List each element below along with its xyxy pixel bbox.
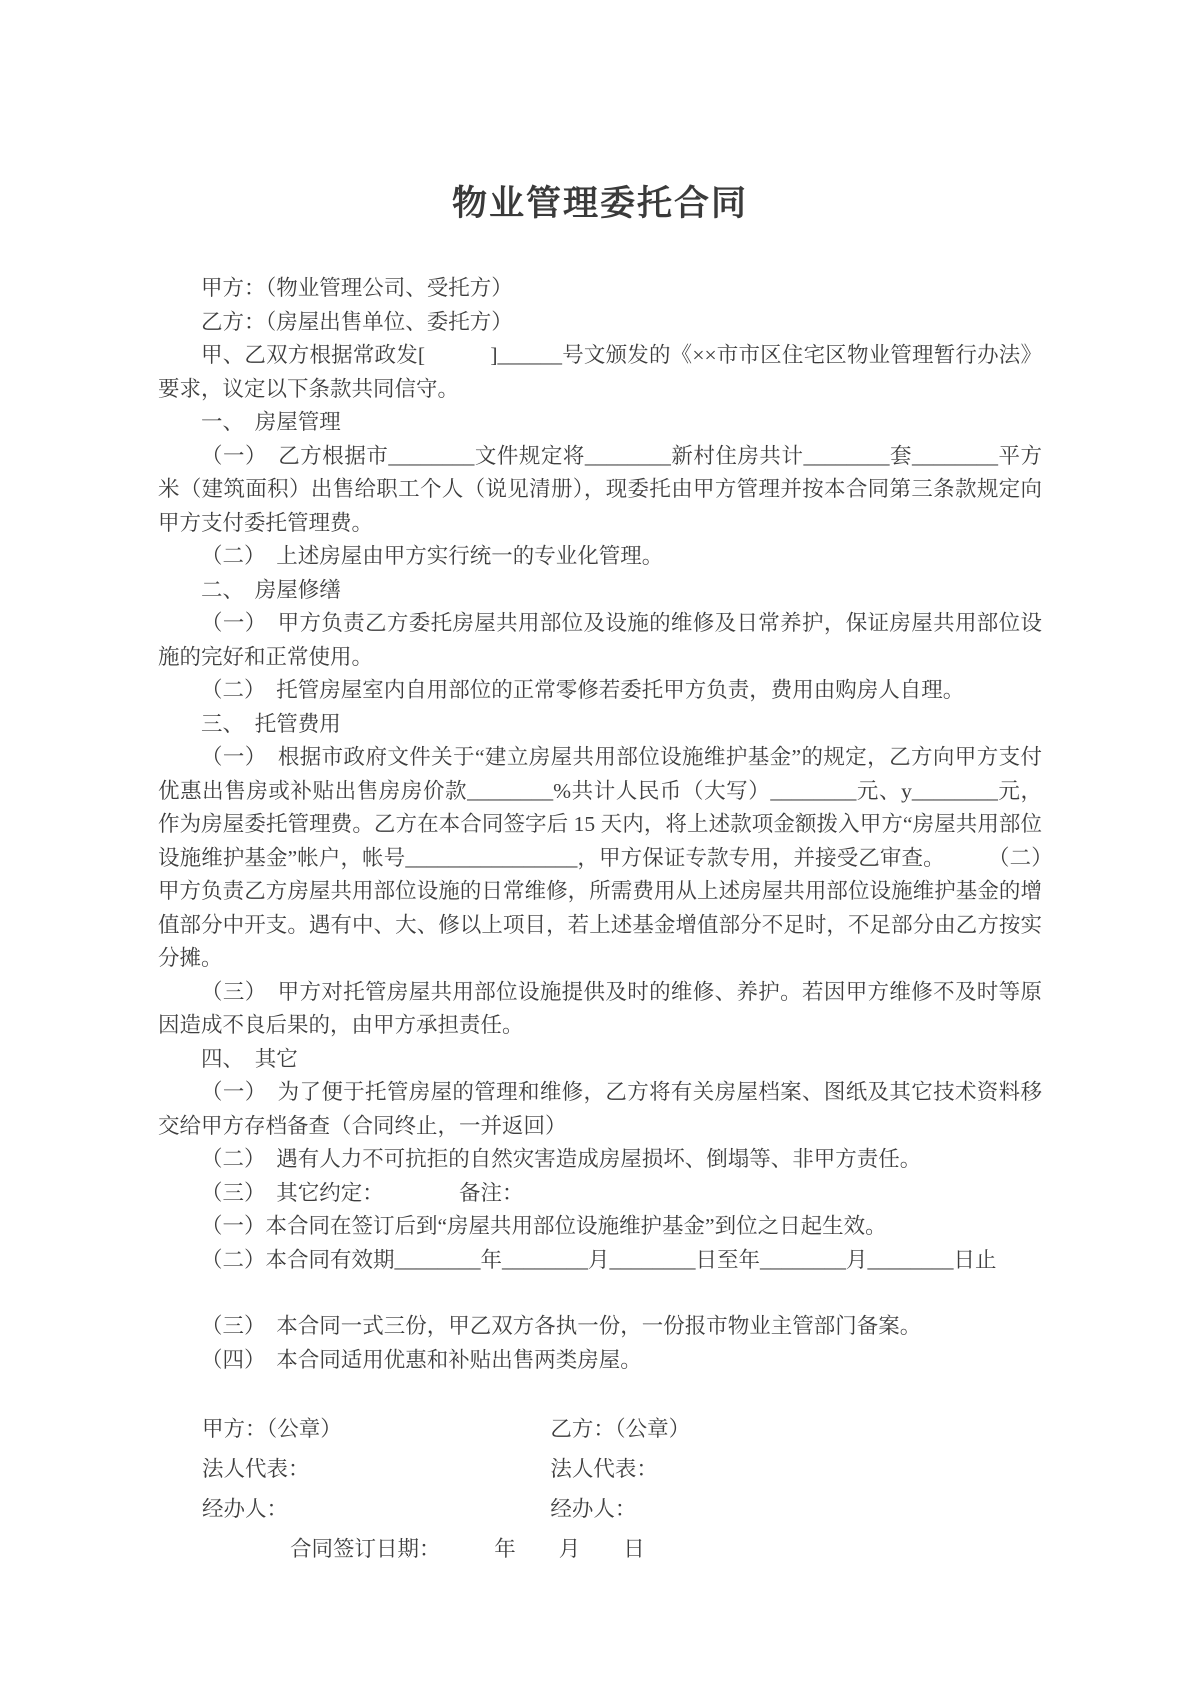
- party-a-seal-label: 甲方：（公章）: [202, 1417, 342, 1441]
- effective-clause: （一）本合同在签订后到“房屋共用部位设施维护基金”到位之日起生效。: [201, 1214, 887, 1238]
- clause-4-3-remarks: （三） 其它约定： 备注：: [201, 1180, 524, 1205]
- copies-clause: （三） 本合同一式三份，甲乙双方各执一份，一份报市物业主管部门备案。: [201, 1314, 922, 1338]
- signature-block: [158, 1409, 1042, 1569]
- party-a-handler-label: 经办人：: [202, 1497, 289, 1521]
- clause-3-3: （三） 甲方对托管房屋共用部位设施提供及时的维修、养护。若因甲方维修不及时等原因造成不良后果的，由甲方承担责任。: [158, 979, 1042, 1037]
- party-b-handler-label: 经办人：: [550, 1497, 637, 1521]
- contract-title: 物业管理委托合同: [451, 184, 748, 223]
- applicability-clause: （四） 本合同适用优惠和补贴出售两类房屋。: [201, 1347, 642, 1372]
- party-b-seal-label: 乙方：（公章）: [550, 1417, 691, 1441]
- signature-row-handler: [202, 1489, 1042, 1529]
- clause-1-1: （一） 乙方根据市________文件规定将________新村住房共计________套________平方米（建筑面积）出售给职工个人（说见清册），现委托由甲方管理并按本合同第三条款规定向甲方支付委托管理费。: [158, 443, 1042, 535]
- signing-date-line: [202, 1529, 1042, 1569]
- clause-4-2: （二） 遇有人力不可抗拒的自然灾害造成房屋损坏、倒塌等、非甲方责任。: [201, 1147, 922, 1171]
- party-b-line: 乙方：（房屋出售单位、委托方）: [201, 309, 513, 334]
- party-b-legal-rep-label: 法人代表：: [550, 1457, 658, 1481]
- party-a-legal-rep-label: 法人代表：: [202, 1457, 310, 1481]
- section-3-heading: 三、 托管费用: [201, 711, 341, 736]
- clause-1-2: （二） 上述房屋由甲方实行统一的专业化管理。: [201, 544, 664, 568]
- signature-row-seal: [202, 1409, 1042, 1449]
- section-2-heading: 二、 房屋修缮: [201, 577, 341, 602]
- preamble: 甲、乙双方根据常政发[ ]______号文颁发的《××市市区住宅区物业管理暂行办法》要求，议定以下条款共同信守。: [158, 343, 1042, 401]
- clause-2-2: （二） 托管房屋室内自用部位的正常零修若委托甲方负责，费用由购房人自理。: [201, 678, 965, 702]
- section-1-heading: 一、 房屋管理: [201, 410, 341, 434]
- clause-2-1: （一） 甲方负责乙方委托房屋共用部位及设施的维修及日常养护，保证房屋共用部位设施的完好和正常使用。: [158, 611, 1042, 669]
- clause-3-1-and-3-2: （一） 根据市政府文件关于“建立房屋共用部位设施维护基金”的规定，乙方向甲方支付优惠出售房或补贴出售房房价款________%共计人民币（大写）________元、y________元，作为房屋委托管理费。乙方在本合同签字后 15 天内，将上述款项金额拨入甲方“房屋共用部位设施维护基金”帐户，帐号________________，甲方保证专款专用，并接受乙审查。 （二） 甲方负责乙方房屋共用部位设施的日常维修，所需费用从上述房屋共用部位设施维护基金的增值部分中开支。遇有中、大、修以上项目，若上述基金增值部分不足时，不足部分由乙方按实分摊。: [158, 745, 1064, 970]
- signature-row-legal-rep: [202, 1449, 1042, 1489]
- signing-date-label: 合同签订日期： 年 月 日: [290, 1537, 645, 1561]
- party-a-line: 甲方：（物业管理公司、受托方）: [201, 276, 513, 300]
- contract-content: [158, 176, 1064, 1569]
- validity-period-clause: （二）本合同有效期________年________月________日至年________月________日止: [201, 1247, 997, 1272]
- clause-4-1: （一） 为了便于托管房屋的管理和维修，乙方将有关房屋档案、图纸及其它技术资料移交给甲方存档备查（合同终止，一并返回）: [158, 1080, 1042, 1138]
- section-4-heading: 四、 其它: [201, 1046, 298, 1071]
